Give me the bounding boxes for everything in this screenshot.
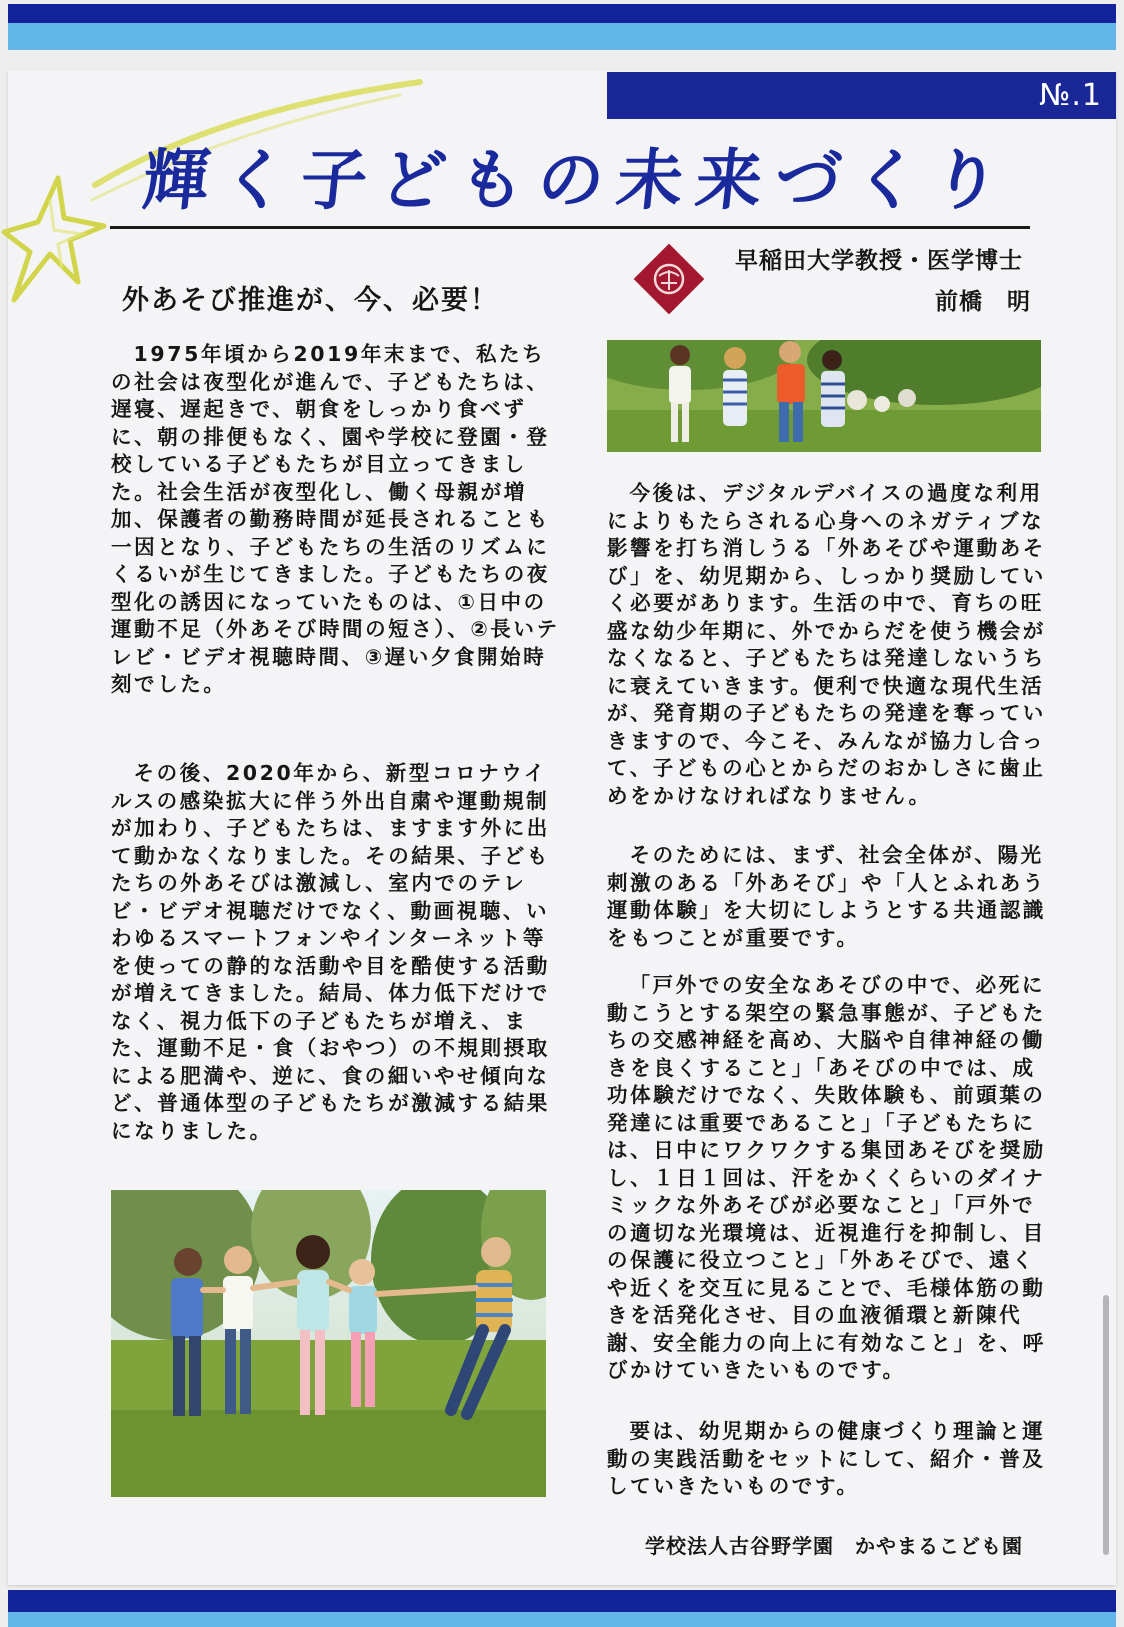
footer-organization: 学校法人古谷野学園 かやまるこども園 — [645, 1534, 1023, 1558]
right-paragraph-4: 要は、幼児期からの健康づくり理論と運動の実践活動をセットにして、紹介・普及していきたいものです。 — [607, 1419, 1046, 1498]
right-paragraph-2: そのためには、まず、社会全体が、陽光刺激のある「外あそび」や「人とふれあう運動体験」を大切にしようとする共通認識をもつことが重要です。 — [607, 843, 1046, 950]
photo-children-running — [607, 340, 1041, 452]
title-underline — [110, 226, 1030, 229]
issue-number-bar — [607, 72, 1116, 119]
issue-number: №.1 — [1039, 78, 1102, 113]
author-name: 前橋 明 — [935, 289, 1031, 315]
top-navy-band — [8, 4, 1116, 23]
bottom-sky-band — [8, 1612, 1116, 1627]
right-paragraph-3: 「戸外での安全なあそびの中で、必死に動こうとする架空の緊急事態が、子どもたちの交感神経を高め、大脳や自律神経の働きを良くすること」「あそびの中では、成功体験だけでなく、失敗体験も、前頭葉の発達には重要であること」「子どもたちには、日中にワクワクする集団あそびを奨励し、１日１回は、汗をかくくらいのダイナミックな外あそびが必要なこと」「戸外での適切な光環境は、近視進行を抑制し、目の保護に役立つこと」「外あそびで、遠くや近くを交互に見ることで、毛様体筋の動きを活発化させ、目の血液循環と新陳代謝、安全能力の向上に有効なこと」を、呼びかけていきたいものです。 — [607, 973, 1046, 1382]
headline: 外あそび推進が、今、必要！ — [122, 285, 499, 316]
bottom-navy-band — [8, 1590, 1116, 1612]
left-paragraph-1: 1975年頃から2019年末まで、私たちの社会は夜型化が進んで、子どもたちは、遅寝、遅起きで、朝食をしっかり食べずに、朝の排便もなく、園や学校に登園・登校している子どもたちが目立ってきました。社会生活が夜型化し、働く母親が増加、保護者の勤務時間が延長されることも一因となり、子どもたちの生活のリズムにくるいが生じてきました。子どもたちの夜型化の誘因になっていたものは、①日中の運動不足（外あそび時間の短さ）、②長いテレビ・ビデオ視聴時間、③遅い夕食開始時刻でした。 — [111, 342, 560, 696]
page-title: 輝く子どもの未来づくり — [138, 141, 1017, 219]
author-affiliation: 早稲田大学教授・医学博士 — [735, 248, 1023, 274]
top-sky-band — [8, 23, 1116, 50]
waseda-emblem-icon — [630, 240, 708, 318]
scrollbar-thumb[interactable] — [1103, 1295, 1109, 1555]
left-paragraph-2: その後、2020年から、新型コロナウイルスの感染拡大に伴う外出自粛や運動規制が加わり、子どもたちは、ますます外に出て動かなくなりました。その結果、子どもたちの外あそびは激減し、室内でのテレビ・ビデオ視聴だけでなく、動画視聴、いわゆるスマートフォンやインターネット等を使っての静的な活動や目を酷使する活動が増えてきました。結局、体力低下だけでなく、視力低下の子どもたちが増え、また、運動不足・食（おやつ）の不規則摂取による肥満や、逆に、食の細いやせ傾向など、普通体型の子どもたちが激減する結果になりました。 — [111, 761, 550, 1143]
right-paragraph-1: 今後は、デジタルデバイスの過度な利用によりもたらされる心身へのネガティブな影響を打ち消しうる「外あそびや運動あそび」を、幼児期から、しっかり奨励していく必要があります。生活の中で、育ちの旺盛な幼少年期に、外でからだを使う機会がなくなると、子どもたちは発達しないうちに衰えていきます。便利で快適な現代生活が、発育期の子どもたちの発達を奪っていきますので、今こそ、みんなが協力し合って、子どもの心とからだのおかしさに歯止めをかけなければなりません。 — [607, 481, 1046, 808]
photo-children-circle — [111, 1190, 546, 1497]
